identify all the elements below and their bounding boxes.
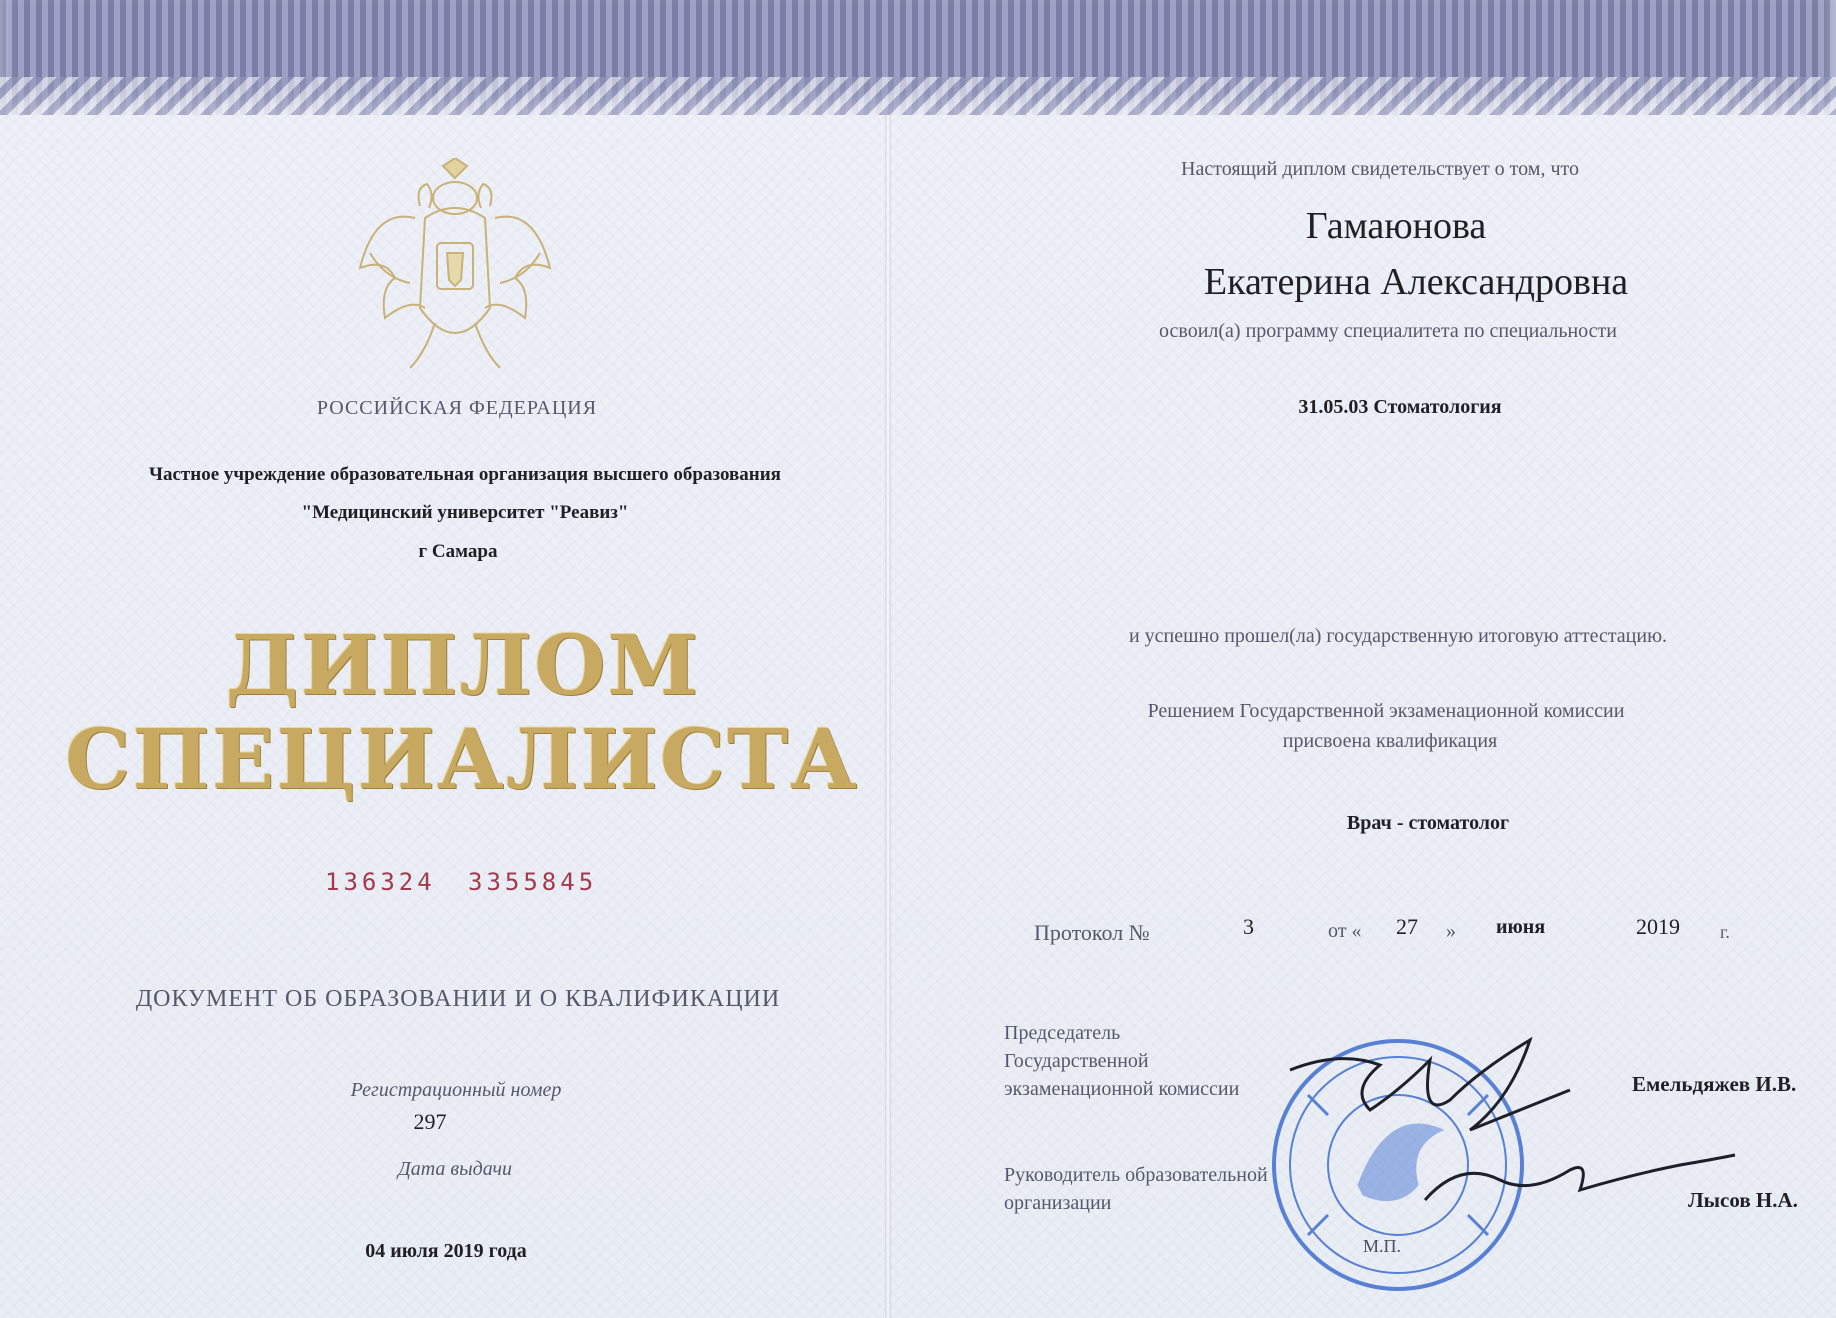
head-title-line-2: организации (1004, 1192, 1112, 1214)
registration-label: Регистрационный номер (350, 1079, 562, 1101)
protocol-year: 2019 (1636, 914, 1680, 939)
diploma-number: 3355845 (468, 868, 598, 896)
protocol-month: июня (1496, 916, 1546, 938)
protocol-day: 27 (1396, 914, 1418, 939)
protocol-number: 3 (1243, 914, 1254, 939)
coat-of-arms-emblem (355, 158, 555, 378)
chair-name: Емельдяжев И.В. (1632, 1072, 1797, 1096)
protocol-from-label: от « (1328, 920, 1362, 942)
issue-date: 04 июля 2019 года (365, 1240, 527, 1262)
issue-date-label: Дата выдачи (397, 1158, 513, 1180)
head-signature (1420, 1140, 1740, 1220)
decision-line-2: присвоена квалификация (1282, 730, 1498, 752)
protocol-label: Протокол № (1034, 920, 1150, 945)
seal-mark-label: М.П. (1363, 1236, 1402, 1256)
chair-title-line-3: экзаменационной комиссии (1004, 1078, 1240, 1100)
diploma-title-line-2: СПЕЦИАЛИСТА (65, 712, 859, 808)
attestation-text: и успешно прошел(ла) государственную итоговую аттестацию. (1128, 625, 1668, 647)
program-text: освоил(а) программу специалитета по специальности (1159, 320, 1617, 342)
institution-line-2: "Медицинский университет "Реавиз" (301, 502, 629, 523)
city-label: г Самара (418, 541, 498, 562)
chair-title-line-1: Председатель (1004, 1022, 1121, 1044)
protocol-year-suffix: г. (1720, 922, 1730, 942)
diploma-series: 136324 (325, 868, 436, 896)
decision-line-1: Решением Государственной экзаменационной комиссии (1147, 700, 1625, 722)
graduate-surname: Гамаюнова (1305, 205, 1487, 247)
protocol-quote-close: » (1446, 920, 1456, 942)
registration-number: 297 (413, 1109, 447, 1134)
diploma-title-line-1: ДИПЛОМ (225, 618, 701, 714)
graduate-given-names: Екатерина Александровна (1203, 261, 1629, 303)
document-type-label: ДОКУМЕНТ ОБ ОБРАЗОВАНИИ И О КВАЛИФИКАЦИИ (135, 986, 781, 1012)
head-name: Лысов Н.А. (1688, 1188, 1798, 1212)
decorative-top-band (0, 0, 1836, 115)
center-fold (885, 115, 891, 1318)
chair-signature (1280, 1030, 1580, 1150)
country-label: РОССИЙСКАЯ ФЕДЕРАЦИЯ (316, 397, 598, 419)
qualification-label: Врач - стоматолог (1346, 812, 1510, 834)
specialty-label: 31.05.03 Стоматология (1298, 396, 1502, 418)
intro-text: Настоящий диплом свидетельствует о том, что (1181, 158, 1579, 180)
institution-line-1: Частное учреждение образовательная организация высшего образования (149, 464, 781, 485)
head-title-line-1: Руководитель образовательной (1004, 1164, 1268, 1186)
chair-title-line-2: Государственной (1004, 1050, 1149, 1072)
